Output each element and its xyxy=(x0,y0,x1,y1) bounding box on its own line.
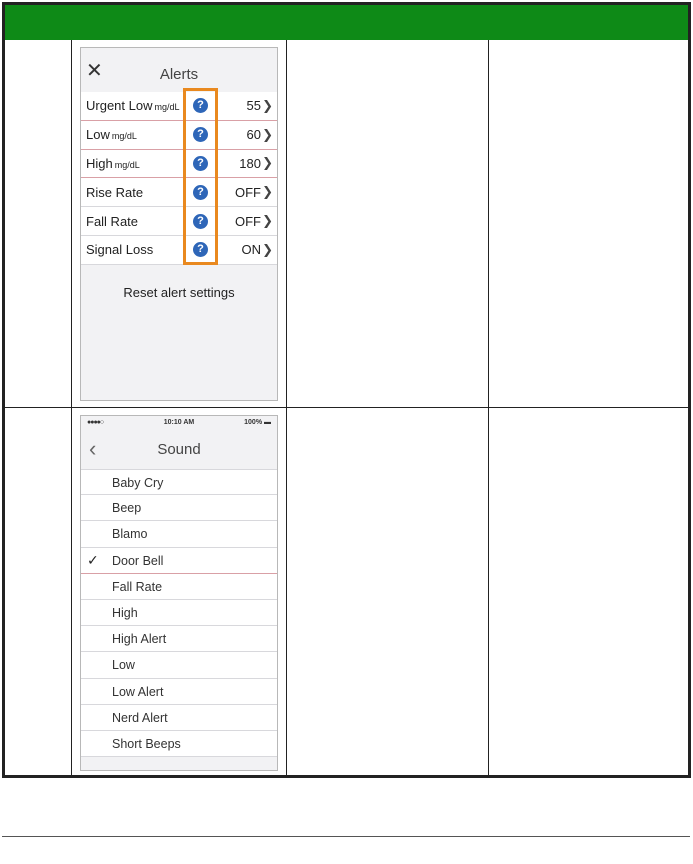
check-icon: ✓ xyxy=(87,551,99,568)
alert-row-fall-rate[interactable] xyxy=(81,207,277,236)
alerts-list xyxy=(81,92,277,265)
alert-unit: mg/dL xyxy=(154,102,180,113)
sound-label: Baby Cry xyxy=(112,476,164,490)
close-icon[interactable]: ✕ xyxy=(86,60,103,82)
alert-value: OFF xyxy=(235,184,261,200)
alert-row-high[interactable] xyxy=(81,150,277,179)
screen-title: Sound xyxy=(157,441,201,458)
help-icons-highlight xyxy=(183,88,218,265)
alert-name: Rise Rate xyxy=(86,184,144,200)
list-item[interactable] xyxy=(81,600,277,626)
alert-row-rise-rate[interactable] xyxy=(81,178,277,207)
help-icon[interactable]: ? xyxy=(193,185,208,200)
reset-alert-settings-button[interactable]: Reset alert settings xyxy=(123,285,235,300)
list-item[interactable] xyxy=(81,652,277,678)
footer-rule xyxy=(2,836,690,837)
list-item[interactable] xyxy=(81,574,277,600)
alert-name: Urgent Low mg/dL xyxy=(86,98,180,114)
list-item[interactable] xyxy=(81,495,277,521)
chevron-right-icon: ❯ xyxy=(262,213,273,229)
alert-name: Fall Rate xyxy=(86,213,139,229)
alert-value: ON xyxy=(241,242,261,258)
list-item[interactable] xyxy=(81,469,277,495)
list-item[interactable] xyxy=(81,731,277,757)
help-icon[interactable]: ? xyxy=(193,156,208,171)
sound-label: Blamo xyxy=(112,527,148,542)
chevron-right-icon: ❯ xyxy=(262,97,273,113)
help-icon[interactable]: ? xyxy=(193,242,208,257)
screen-title: Alerts xyxy=(159,66,199,83)
alerts-screen xyxy=(80,47,278,401)
alert-name: Low mg/dL xyxy=(86,127,137,143)
header-cell-1 xyxy=(5,5,71,40)
sound-label: Low Alert xyxy=(112,684,164,699)
help-icon[interactable]: ? xyxy=(193,98,208,113)
list-item[interactable] xyxy=(81,626,277,652)
alert-row-signal-loss[interactable] xyxy=(81,236,277,265)
sound-label: High xyxy=(112,605,138,620)
list-item[interactable] xyxy=(81,521,277,547)
alert-unit: mg/dL xyxy=(111,131,137,142)
header-cell-4 xyxy=(489,5,689,40)
alert-row-urgent-low[interactable] xyxy=(81,92,277,121)
sound-label: Beep xyxy=(112,501,142,516)
alert-name: Signal Loss xyxy=(86,242,154,258)
header-cell-2 xyxy=(72,5,286,40)
status-time: 10:10 AM xyxy=(163,419,195,426)
chevron-right-icon: ❯ xyxy=(262,126,273,142)
sound-label: Short Beeps xyxy=(112,736,181,751)
alert-value: 60 xyxy=(246,127,261,143)
status-bar xyxy=(81,416,277,430)
sound-screen xyxy=(80,415,278,771)
chevron-right-icon: ❯ xyxy=(262,241,273,257)
alert-name: High mg/dL xyxy=(86,155,140,171)
sound-list xyxy=(81,469,277,757)
alert-row-low[interactable] xyxy=(81,121,277,150)
sound-label: Nerd Alert xyxy=(112,710,168,725)
list-item-selected[interactable] xyxy=(81,548,277,574)
header-cell-3 xyxy=(287,5,488,40)
sound-label: Fall Rate xyxy=(112,579,163,594)
battery-indicator: 100% ▬ xyxy=(244,419,271,426)
list-item[interactable] xyxy=(81,705,277,731)
help-icon[interactable]: ? xyxy=(193,127,208,142)
alert-unit: mg/dL xyxy=(114,159,140,170)
alert-value: OFF xyxy=(235,213,261,229)
sound-label: Low xyxy=(112,658,135,673)
table-header-row xyxy=(5,5,688,40)
sound-label: High Alert xyxy=(112,632,167,647)
alert-value: 55 xyxy=(246,98,261,114)
chevron-right-icon: ❯ xyxy=(262,184,273,200)
signal-icon: ●●●●○ xyxy=(87,419,104,426)
document-table xyxy=(2,2,691,778)
alert-value: 180 xyxy=(239,155,261,171)
back-chevron-icon[interactable]: ‹ xyxy=(89,436,97,461)
list-item[interactable] xyxy=(81,679,277,705)
row-divider xyxy=(5,407,688,408)
help-icon[interactable]: ? xyxy=(193,214,208,229)
chevron-right-icon: ❯ xyxy=(262,155,273,171)
sound-label: Door Bell xyxy=(112,553,164,568)
battery-icon: ▬ xyxy=(264,419,271,426)
